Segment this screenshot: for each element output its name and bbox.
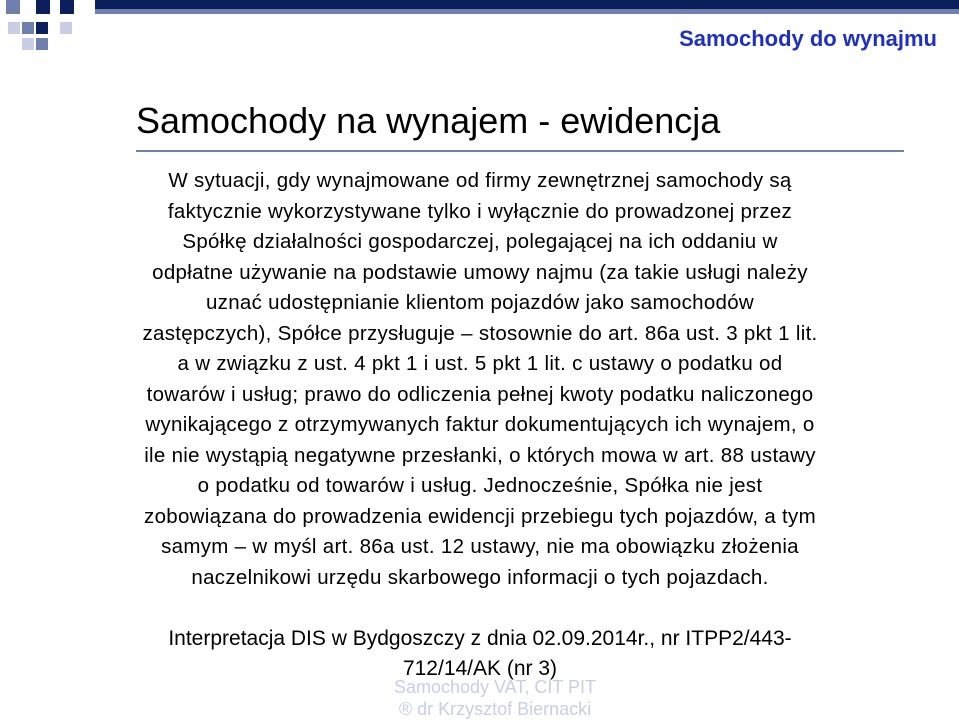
paragraph-line: odpłatne używanie na podstawie umowy najmu (za takie usługi należy: [152, 260, 808, 284]
paragraph-line: W sytuacji, gdy wynajmowane od firmy zewnętrznej samochody są: [168, 169, 792, 192]
header-title: Samochody do wynajmu: [679, 26, 937, 51]
deco-square: [22, 22, 34, 34]
paragraph-line: zastępczych), Spółce przysługuje – stosownie do art. 86a ust. 3 pkt 1 lit.: [142, 321, 818, 345]
paragraph-line: faktycznie wykorzystywane tylko i wyłącznie do prowadzonej przez: [167, 199, 793, 223]
paragraph-line: Spółkę działalności gospodarczej, polegającej na ich oddaniu w: [182, 230, 778, 253]
deco-square: [6, 0, 20, 14]
paragraph-line: towarów i usług; prawo do odliczenia pełnej kwoty podatku naliczonego: [146, 382, 814, 406]
slide-title: Samochody na wynajem - ewidencja: [136, 100, 721, 141]
footer: [350, 676, 640, 720]
paragraph-line: o podatku od towarów i usług. Jednocześnie, Spółka nie jest: [197, 474, 763, 497]
paragraph-line: naczelnikowi urzędu skarbowego informacji o tych pojazdach.: [191, 565, 769, 589]
paragraph-line: ile nie wystąpią negatywne przesłanki, o których mowa w art. 88 ustawy: [144, 443, 816, 467]
deco-square: [60, 0, 74, 14]
header-bar-dark: [95, 0, 959, 9]
reference-line: 712/14/AK (nr 3): [402, 657, 558, 680]
header-bar-light: [95, 9, 959, 14]
paragraph-line: uznać udostępnianie klientom pojazdów jako samochodów: [205, 291, 755, 314]
paragraph-line: samym – w myśl art. 86a ust. 12 ustawy, nie ma obowiązku złożenia: [161, 535, 799, 558]
paragraph-line: a w związku z ust. 4 pkt 1 i ust. 5 pkt 1 lit. c ustawy o podatku od: [177, 352, 783, 375]
deco-square: [36, 22, 48, 34]
footer-copyright: ® dr Krzysztof Biernacki: [398, 699, 592, 719]
deco-square: [8, 22, 20, 34]
title-divider: [136, 150, 904, 152]
deco-square: [36, 0, 50, 14]
deco-square: [22, 38, 34, 50]
paragraph-line: zobowiązana do prowadzenia ewidencji przebiegu tych pojazdów, a tym: [144, 504, 816, 528]
interpretation-reference: [80, 624, 880, 684]
paragraph-line: wynikającego z otrzymywanych faktur dokumentujących ich wynajem, o: [145, 413, 815, 436]
deco-square: [60, 22, 72, 34]
slide-paragraph: [80, 166, 880, 593]
deco-square: [36, 38, 48, 50]
footer-line: Samochody VAT, CIT PIT: [393, 677, 597, 697]
reference-line: Interpretacja DIS w Bydgoszczy z dnia 02.09.2014r., nr ITPP2/443-: [168, 627, 792, 650]
